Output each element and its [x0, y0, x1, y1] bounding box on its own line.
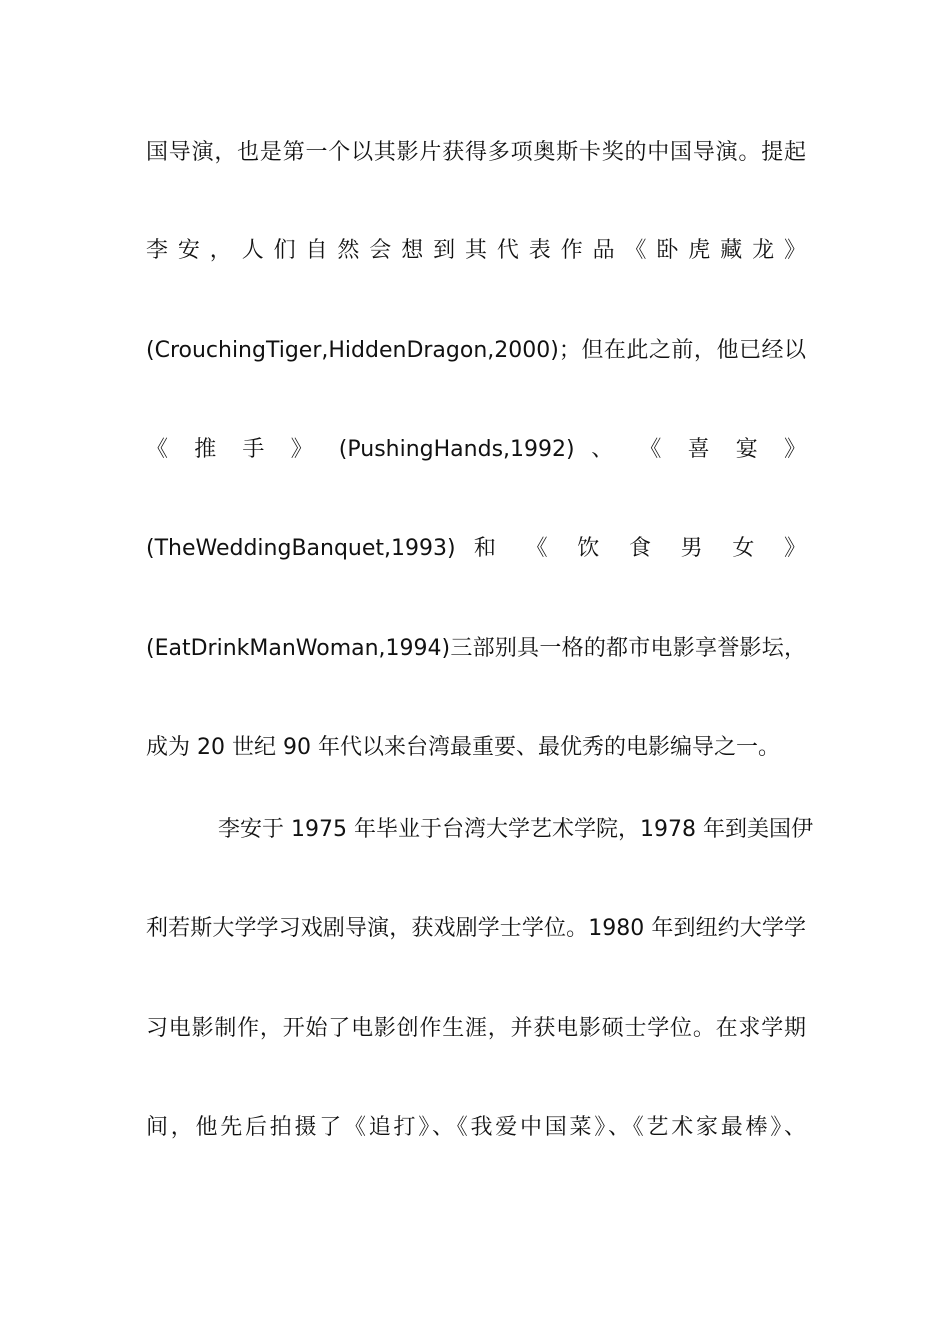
paragraph-line-2: 李 安 ， 人 们 自 然 会 想 到 其 代 表 作 品 《 卧 虎 藏 龙 》 [146, 238, 806, 263]
paragraph-line-10: 习电影制作，开始了电影创作生涯，并获电影硕士学位。在求学期 [146, 1016, 806, 1041]
paragraph-line-5: (TheWeddingBanquet,1993) 和 《 饮 食 男 女 》 [146, 536, 806, 561]
paragraph-line-4: 《 推 手 》 (PushingHands,1992) 、 《 喜 宴 》 [146, 437, 806, 462]
paragraph-line-3: (CrouchingTiger,HiddenDragon,2000)；但在此之前，他已经以 [146, 338, 806, 363]
paragraph-line-6: (EatDrinkManWoman,1994)三部别具一格的都市电影享誉影坛， [146, 636, 806, 661]
paragraph-line-1: 国导演，也是第一个以其影片获得多项奥斯卡奖的中国导演。提起 [146, 140, 806, 165]
paragraph-line-11: 间，他先后拍摄了《追打》、《我爱中国菜》、《艺术家最棒》、 [146, 1115, 806, 1140]
paragraph-line-8: 李安于 1975 年毕业于台湾大学艺术学院，1978 年到美国伊 [218, 817, 813, 842]
paragraph-line-9: 利若斯大学学习戏剧导演，获戏剧学士学位。1980 年到纽约大学学 [146, 916, 806, 941]
paragraph-line-7: 成为 20 世纪 90 年代以来台湾最重要、最优秀的电影编导之一。 [146, 735, 780, 760]
